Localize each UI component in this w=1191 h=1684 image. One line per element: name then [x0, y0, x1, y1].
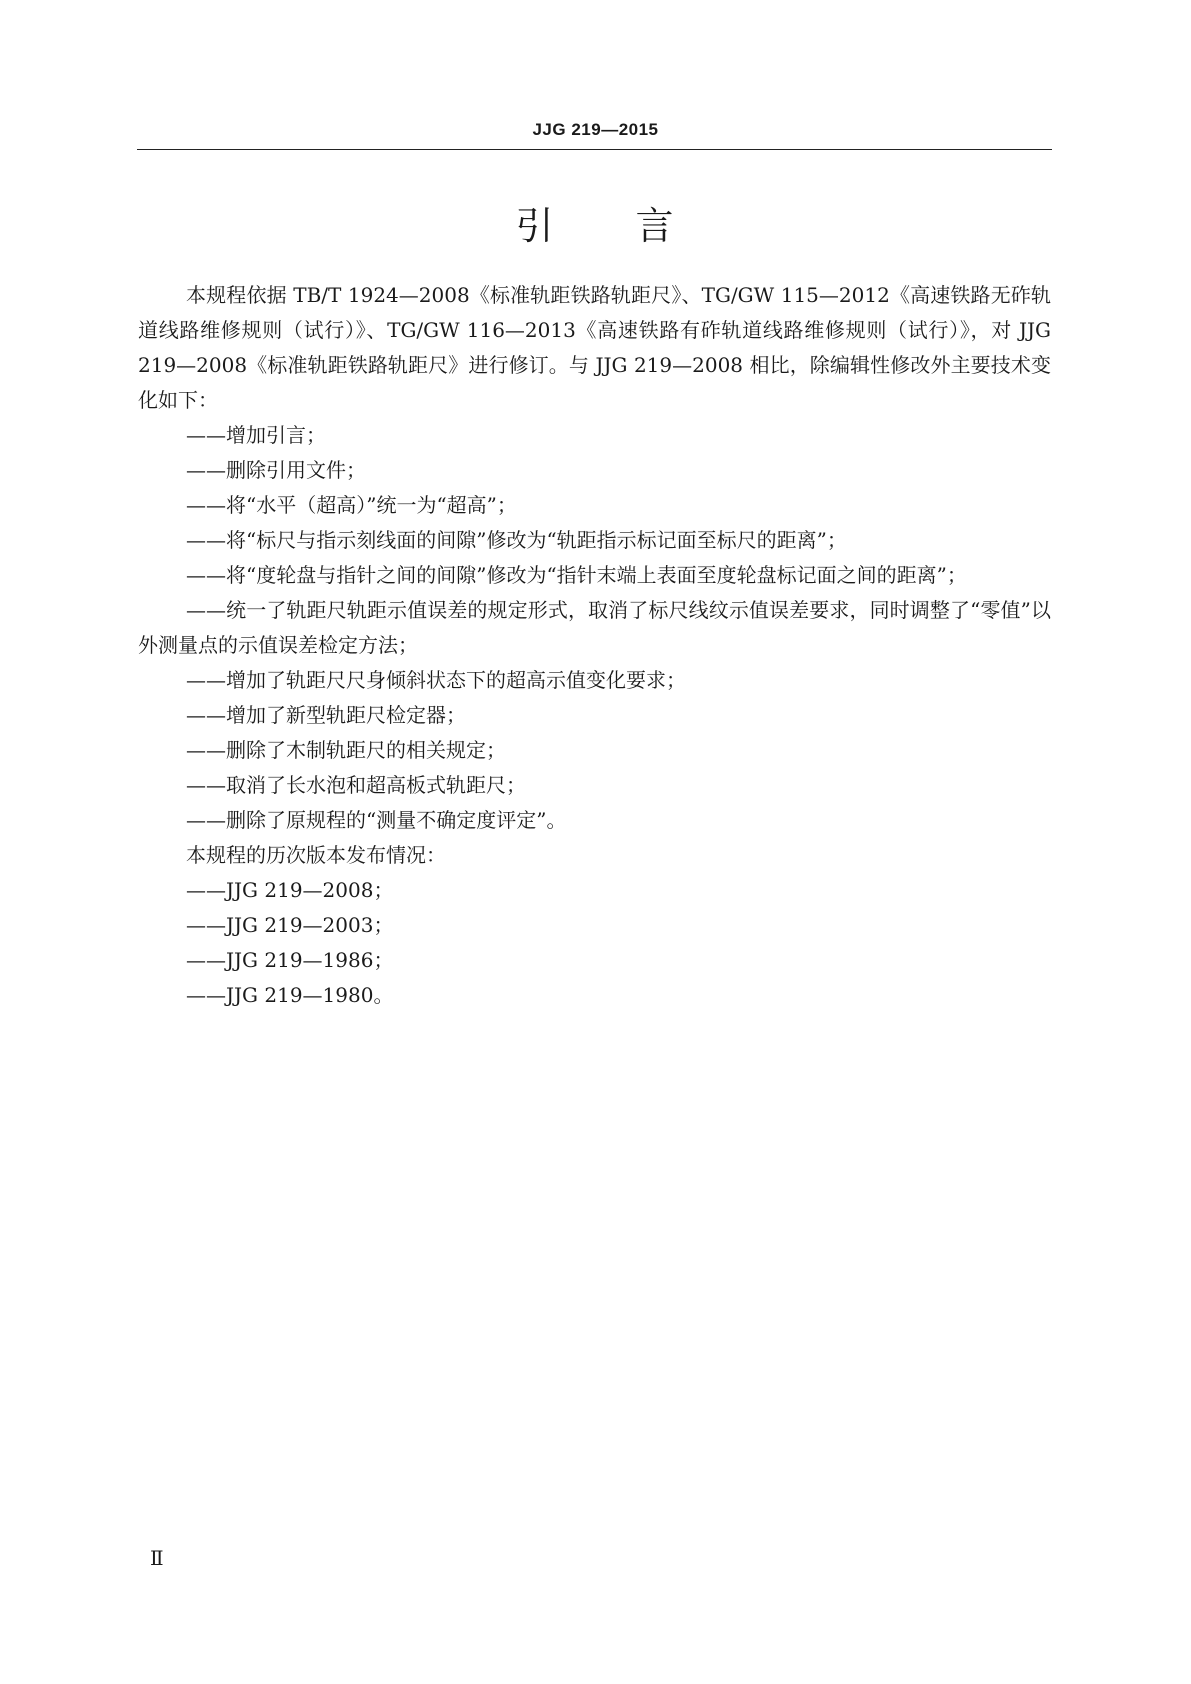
change-item: ——删除了木制轨距尺的相关规定；	[186, 738, 506, 762]
change-item: ——将“水平（超高）”统一为“超高”；	[186, 493, 517, 517]
change-item: ——增加了新型轨距尺检定器；	[186, 703, 466, 727]
change-item: ——增加引言；	[186, 423, 326, 447]
history-item: ——JJG 219—2003；	[186, 913, 394, 937]
history-title: 本规程的历次版本发布情况：	[186, 843, 446, 867]
history-item: ——JJG 219—1986；	[186, 948, 394, 972]
title-char-2: 言	[635, 204, 676, 248]
change-item: ——删除了原规程的“测量不确定度评定”。	[186, 808, 567, 832]
history-item: ——JJG 219—1980。	[186, 983, 394, 1007]
page-number: Ⅱ	[150, 1546, 164, 1570]
change-item: ——增加了轨距尺尺身倾斜状态下的超高示值变化要求；	[186, 668, 686, 692]
standard-code-header: JJG 219—2015	[532, 120, 659, 139]
body-text	[138, 278, 1051, 1013]
change-item: ——取消了长水泡和超高板式轨距尺；	[186, 773, 526, 797]
history-item: ——JJG 219—2008；	[186, 878, 394, 902]
title-char-1: 引	[515, 204, 556, 248]
change-item: ——将“标尺与指示刻线面的间隙”修改为“轨距指示标记面至标尺的距离”；	[186, 528, 847, 552]
change-item: ——删除引用文件；	[186, 458, 366, 482]
page-title	[0, 195, 1191, 250]
header-divider	[137, 149, 1052, 150]
intro-paragraph: 本规程依据 TB/T 1924—2008《标准轨距铁路轨距尺》、TG/GW 115—2012《高速铁路无砟轨道线路维修规则（试行）》、TG/GW 116—2013《高速铁路有砟轨道线路维修规则（试行）》，对 JJG 219—2008《标准轨距铁路轨距尺》进行修订。与 JJG 219—2008 相比，除编辑性修改外主要技术变化如下：	[138, 283, 1051, 412]
change-item: ——将“度轮盘与指针之间的间隙”修改为“指针末端上表面至度轮盘标记面之间的距离”；	[186, 563, 967, 587]
change-item: ——统一了轨距尺轨距示值误差的规定形式，取消了标尺线纹示值误差要求，同时调整了“零值”以外测量点的示值误差检定方法；	[138, 598, 1051, 657]
